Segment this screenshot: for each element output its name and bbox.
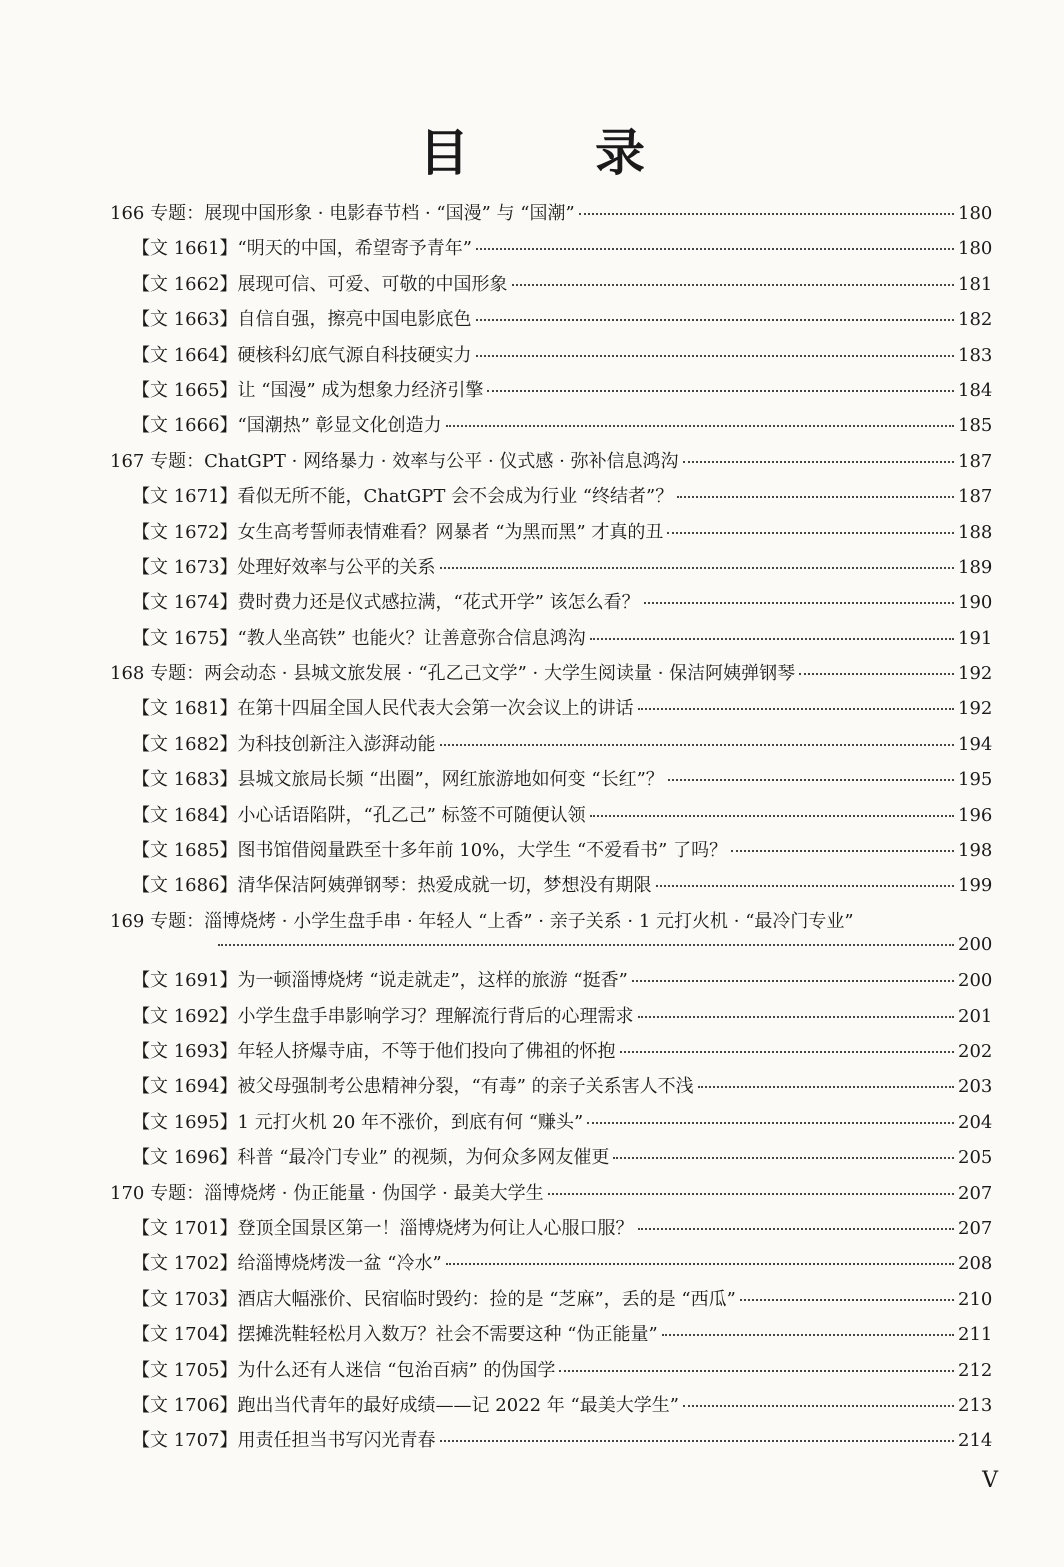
- toc-article-entry[interactable]: [0, 1282, 1064, 1317]
- toc-article-entry[interactable]: [0, 798, 1064, 833]
- toc-entry-page: 212: [958, 1359, 993, 1381]
- toc-article-entry[interactable]: [0, 621, 1064, 656]
- toc-entry-title: 166 专题：展现中国形象 · 电影春节档 · “国漫” 与 “国潮”: [110, 203, 575, 224]
- dot-leader: [487, 390, 954, 392]
- toc-entry-page: 182: [958, 309, 993, 331]
- toc-entry-title: 【文 1695】1 元打火机 20 年不涨价，到底有何 “赚头”: [132, 1111, 584, 1133]
- page-number: V: [982, 1468, 998, 1493]
- toc-article-entry[interactable]: [0, 691, 1064, 726]
- toc-entry-page: 195: [958, 769, 993, 791]
- toc-entry-page: 200: [958, 934, 993, 956]
- toc-entry-page: 210: [958, 1288, 993, 1310]
- toc-entry-title: 【文 1694】被父母强制考公患精神分裂，“有毒” 的亲子关系害人不浅: [132, 1076, 694, 1098]
- dot-leader: [512, 284, 954, 286]
- toc-article-entry[interactable]: [0, 267, 1064, 302]
- toc-entry-page: 192: [958, 663, 993, 685]
- toc-entry-title: 【文 1693】年轻人挤爆寺庙，不等于他们投向了佛祖的怀抱: [132, 1040, 616, 1062]
- toc-article-entry[interactable]: [0, 550, 1064, 585]
- dot-leader: [740, 1299, 954, 1301]
- dot-leader: [559, 1370, 954, 1372]
- toc-entry-page: 203: [958, 1076, 993, 1098]
- toc-article-entry[interactable]: [0, 833, 1064, 868]
- toc-article-entry[interactable]: [0, 515, 1064, 550]
- dot-leader: [446, 1263, 954, 1265]
- toc-entry-title: 【文 1674】费时费力还是仪式感拉满，“花式开学” 该怎么看？: [132, 592, 640, 614]
- toc-article-entry[interactable]: [0, 479, 1064, 514]
- toc-entry-title: 【文 1671】看似无所不能，ChatGPT 会不会成为行业 “终结者”？: [132, 486, 674, 508]
- toc-entry-title: 【文 1662】展现可信、可爱、可敬的中国形象: [132, 273, 508, 295]
- dot-leader: [579, 213, 954, 215]
- toc-entry-title: 169 专题：淄博烧烤 · 小学生盘手串 · 年轻人 “上香” · 亲子关系 · 1 元打火机 · “最冷门专业”: [110, 910, 854, 932]
- toc-entry-title: 【文 1707】用责任担当书写闪光青春: [132, 1430, 436, 1452]
- dot-leader: [440, 744, 954, 746]
- toc-entry-page: 191: [958, 627, 993, 649]
- dot-leader: [638, 708, 954, 710]
- dot-leader: [638, 1228, 954, 1230]
- toc-article-entry[interactable]: [0, 1105, 1064, 1140]
- dot-leader: [440, 1440, 954, 1442]
- toc-entry-title: 【文 1661】“明天的中国，希望寄予青年”: [132, 238, 472, 260]
- toc-entry-page: 208: [958, 1253, 993, 1275]
- dot-leader: [683, 1405, 954, 1407]
- toc-entry-title: 【文 1682】为科技创新注入澎湃动能: [132, 733, 436, 755]
- toc-entry-title: 【文 1663】自信自强，擦亮中国电影底色: [132, 309, 472, 331]
- toc-entry-title: 【文 1684】小心话语陷阱，“孔乙己” 标签不可随便认领: [132, 804, 586, 826]
- toc-article-entry[interactable]: [0, 1423, 1064, 1458]
- dot-leader: [548, 1193, 954, 1195]
- toc-entry-page: 198: [958, 840, 993, 862]
- toc-article-entry[interactable]: [0, 408, 1064, 443]
- toc-entry-page: 187: [958, 486, 993, 508]
- toc-article-entry[interactable]: [0, 338, 1064, 373]
- toc-entry-title: 170 专题：淄博烧烤 · 伪正能量 · 伪国学 · 最美大学生: [110, 1182, 544, 1204]
- toc-entry-page: 204: [958, 1111, 993, 1133]
- dot-leader: [440, 567, 954, 569]
- dot-leader: [632, 980, 954, 982]
- toc-entry-page: 201: [958, 1005, 993, 1027]
- toc-entry-page: 187: [958, 450, 993, 472]
- toc-article-entry[interactable]: [0, 1317, 1064, 1352]
- toc-entry-title: 【文 1704】摆摊洗鞋轻松月入数万？社会不需要这种 “伪正能量”: [132, 1324, 658, 1346]
- toc-entry-title: 【文 1691】为一顿淄博烧烤 “说走就走”，这样的旅游 “挺香”: [132, 970, 628, 992]
- toc-article-entry[interactable]: [0, 302, 1064, 337]
- dot-leader: [476, 355, 954, 357]
- toc-entry-title: 【文 1705】为什么还有人迷信 “包治百病” 的伪国学: [132, 1359, 556, 1381]
- table-of-contents: [0, 196, 1064, 1459]
- dot-leader: [218, 944, 954, 946]
- dot-leader: [677, 496, 954, 498]
- toc-entry-title: 167 专题：ChatGPT · 网络暴力 · 效率与公平 · 仪式感 · 弥补信息鸿沟: [110, 450, 679, 472]
- toc-entry-page: 200: [958, 970, 993, 992]
- toc-article-entry[interactable]: [0, 999, 1064, 1034]
- toc-entry-page: 213: [958, 1394, 993, 1416]
- toc-entry-title: 【文 1685】图书馆借阅量跌至十多年前 10%，大学生 “不爱看书” 了吗？: [132, 840, 728, 862]
- toc-article-entry[interactable]: [0, 373, 1064, 408]
- toc-entry-title: 【文 1664】硬核科幻底气源自科技硬实力: [132, 344, 472, 366]
- toc-entry-page: 190: [958, 592, 993, 614]
- toc-entry-title: 【文 1701】登顶全国景区第一！淄博烧烤为何让人心服口服？: [132, 1217, 634, 1239]
- dot-leader: [799, 673, 954, 675]
- toc-article-entry[interactable]: [0, 1246, 1064, 1281]
- dot-leader: [476, 319, 954, 321]
- dot-leader: [590, 815, 954, 817]
- dot-leader: [644, 602, 954, 604]
- toc-entry-page: 181: [958, 273, 993, 295]
- toc-topic-entry[interactable]: [0, 196, 1064, 231]
- dot-leader: [667, 532, 954, 534]
- toc-entry-page: 189: [958, 556, 993, 578]
- toc-entry-title: 【文 1692】小学生盘手串影响学习？理解流行背后的心理需求: [132, 1005, 634, 1027]
- dot-leader: [476, 248, 954, 250]
- toc-entry-page: 183: [958, 344, 993, 366]
- toc-entry-page: 194: [958, 733, 993, 755]
- toc-entry-title: 【文 1702】给淄博烧烤泼一盆 “冷水”: [132, 1253, 442, 1275]
- dot-leader: [656, 885, 954, 887]
- toc-entry-page: 196: [958, 804, 993, 826]
- toc-topic-entry[interactable]: [0, 656, 1064, 691]
- toc-article-entry[interactable]: [0, 727, 1064, 762]
- toc-entry-page: 188: [958, 521, 993, 543]
- toc-article-entry[interactable]: [0, 231, 1064, 266]
- dot-leader: [590, 638, 954, 640]
- dot-leader: [683, 461, 954, 463]
- toc-entry-page: 184: [958, 379, 993, 401]
- toc-article-entry[interactable]: [0, 1353, 1064, 1388]
- dot-leader: [587, 1122, 954, 1124]
- dot-leader: [662, 1334, 954, 1336]
- toc-entry-title: 【文 1703】酒店大幅涨价、民宿临时毁约：捡的是 “芝麻”，丢的是 “西瓜”: [132, 1288, 736, 1310]
- toc-entry-title: 【文 1681】在第十四届全国人民代表大会第一次会议上的讲话: [132, 698, 634, 720]
- toc-article-entry[interactable]: [0, 585, 1064, 620]
- toc-entry-page: 211: [958, 1324, 993, 1346]
- toc-topic-entry[interactable]: [0, 444, 1064, 479]
- dot-leader: [698, 1086, 954, 1088]
- toc-entry-title: 【文 1675】“教人坐高铁” 也能火？让善意弥合信息鸿沟: [132, 627, 586, 649]
- toc-entry-title: 【文 1686】清华保洁阿姨弹钢琴：热爱成就一切，梦想没有期限: [132, 875, 652, 897]
- toc-entry-page: 207: [958, 1217, 993, 1239]
- toc-entry-title: 【文 1696】科普 “最冷门专业” 的视频，为何众多网友催更: [132, 1147, 610, 1169]
- toc-article-entry[interactable]: [0, 868, 1064, 903]
- toc-article-entry[interactable]: [0, 1211, 1064, 1246]
- toc-entry-title: 【文 1706】跑出当代青年的最好成绩——记 2022 年 “最美大学生”: [132, 1394, 679, 1416]
- toc-entry-page: 192: [958, 698, 993, 720]
- toc-article-entry[interactable]: [0, 1034, 1064, 1069]
- toc-entry-page: 214: [958, 1430, 993, 1452]
- toc-entry-title: 【文 1683】县城文旅局长频 “出圈”，网红旅游地如何变 “长红”？: [132, 769, 664, 791]
- toc-article-entry[interactable]: [0, 1388, 1064, 1423]
- dot-leader: [446, 425, 954, 427]
- toc-entry-page: 180: [958, 203, 993, 224]
- toc-entry-title: 【文 1666】“国潮热” 彰显文化创造力: [132, 415, 442, 437]
- toc-entry-page: 180: [958, 238, 993, 260]
- toc-entry-title: 【文 1665】让 “国漫” 成为想象力经济引擎: [132, 379, 484, 401]
- page-title: 目 录: [419, 124, 683, 182]
- dot-leader: [638, 1016, 954, 1018]
- toc-article-entry[interactable]: [0, 1140, 1064, 1175]
- toc-entry-title: 【文 1673】处理好效率与公平的关系: [132, 556, 436, 578]
- toc-article-entry[interactable]: [0, 1069, 1064, 1104]
- toc-entry-page: 185: [958, 415, 993, 437]
- dot-leader: [668, 779, 954, 781]
- dot-leader: [613, 1157, 954, 1159]
- toc-article-entry[interactable]: [0, 762, 1064, 797]
- toc-entry-title: 168 专题：两会动态 · 县城文旅发展 · “孔乙己文学” · 大学生阅读量 · 保洁阿姨弹钢琴: [110, 663, 796, 685]
- toc-article-entry[interactable]: [0, 963, 1064, 998]
- toc-entry-page: 202: [958, 1040, 993, 1062]
- toc-entry-page: 207: [958, 1182, 993, 1204]
- toc-entry-page: 205: [958, 1147, 993, 1169]
- dot-leader: [731, 850, 954, 852]
- toc-topic-entry[interactable]: [0, 1176, 1064, 1211]
- dot-leader: [620, 1051, 954, 1053]
- toc-entry-title: 【文 1672】女生高考誓师表情难看？网暴者 “为黑而黑” 才真的丑: [132, 521, 664, 543]
- toc-entry-page: 199: [958, 875, 993, 897]
